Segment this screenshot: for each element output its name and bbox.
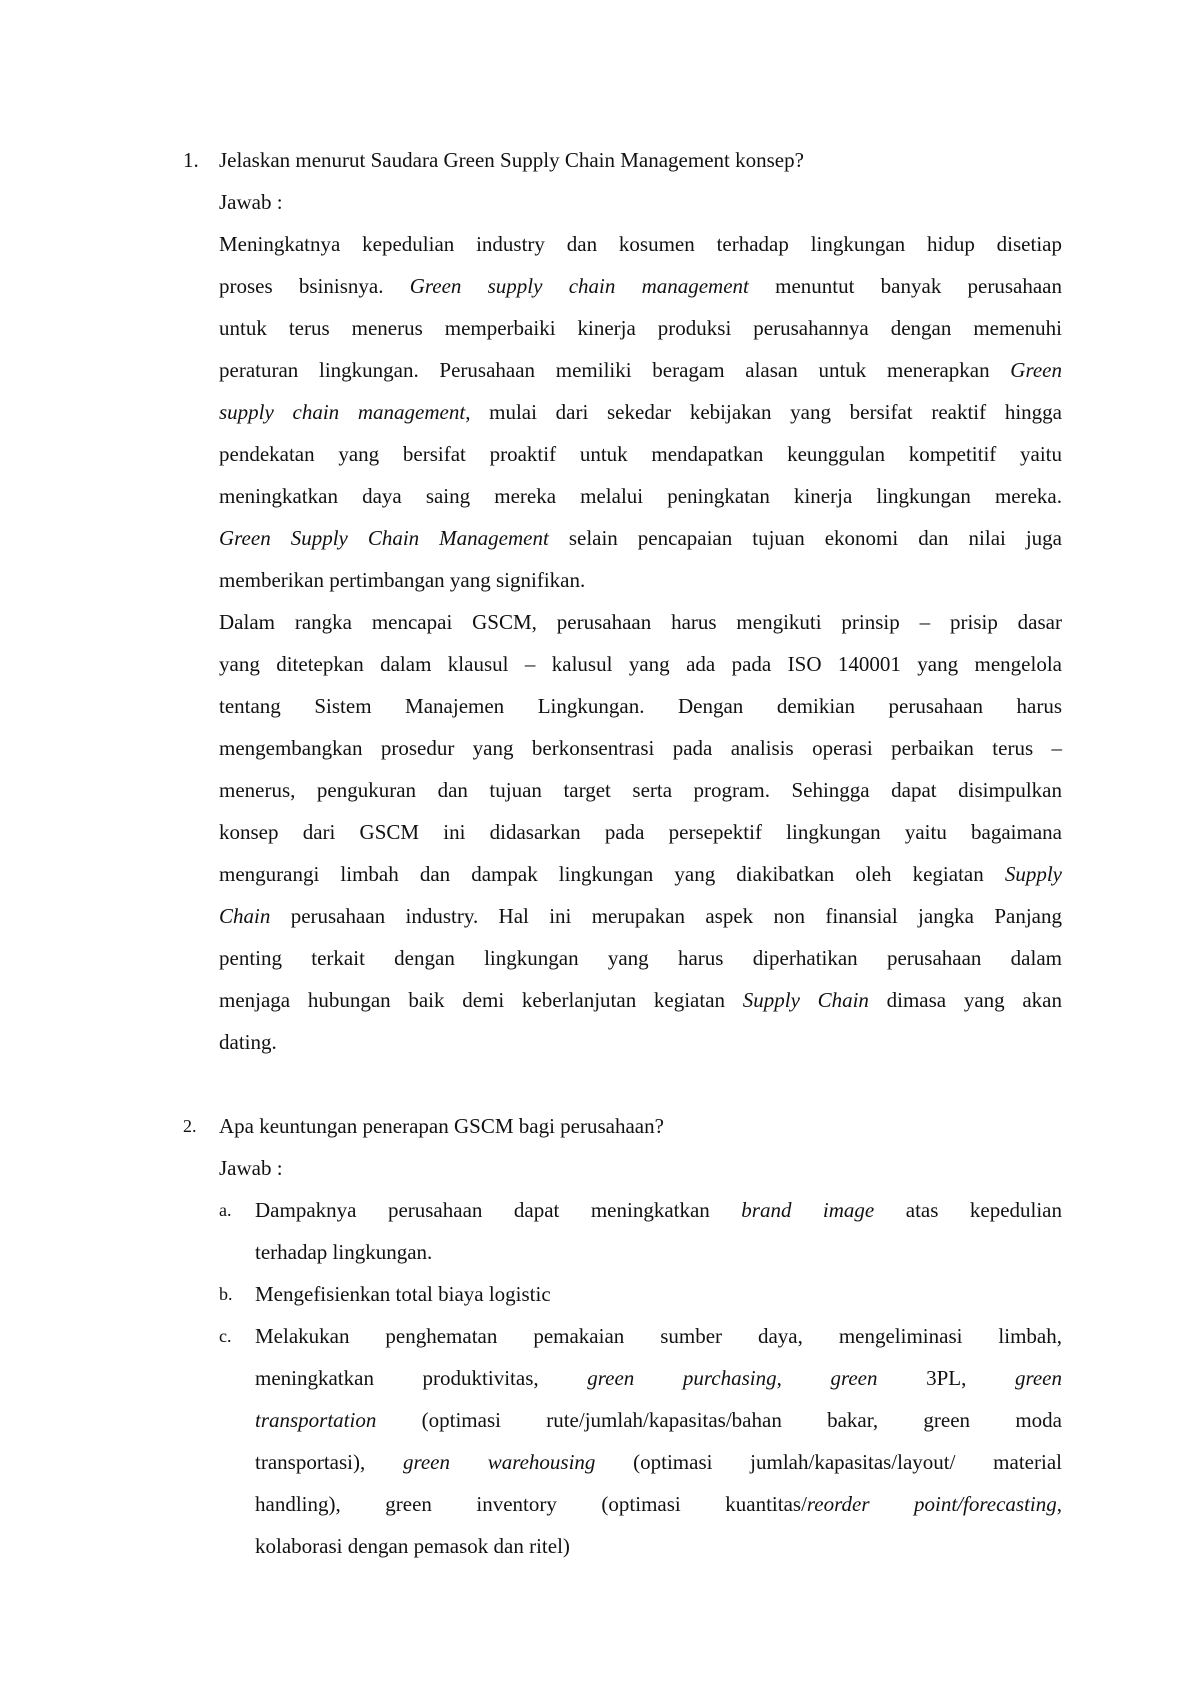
text-line: menerus, pengukuran dan tujuan target serta program. Sehingga dapat disimpulkan bbox=[219, 778, 1062, 802]
q2-answer-label: Jawab : bbox=[219, 1156, 283, 1180]
text-line: peraturan lingkungan. Perusahaan memiliki beragam alasan untuk menerapkan Green bbox=[219, 358, 1062, 382]
text-line: Meningkatnya kepedulian industry dan kosumen terhadap lingkungan hidup disetiap bbox=[219, 232, 1062, 256]
text-line: menjaga hubungan baik demi keberlanjutan kegiatan Supply Chain dimasa yang akan bbox=[219, 988, 1062, 1012]
text-line: Mengefisienkan total biaya logistic bbox=[255, 1282, 551, 1306]
text-line: meningkatkan daya saing mereka melalui peningkatan kinerja lingkungan mereka. bbox=[219, 484, 1062, 508]
text-line: Melakukan penghematan pemakaian sumber daya, mengeliminasi limbah, bbox=[255, 1324, 1062, 1348]
text-line: handling), green inventory (optimasi kuantitas/reorder point/forecasting, bbox=[255, 1492, 1062, 1516]
text-line: penting terkait dengan lingkungan yang harus diperhatikan perusahaan dalam bbox=[219, 946, 1062, 970]
text-line: mengembangkan prosedur yang berkonsentrasi pada analisis operasi perbaikan terus – bbox=[219, 736, 1062, 760]
text-line: proses bsinisnya. Green supply chain management menuntut banyak perusahaan bbox=[219, 274, 1062, 298]
text-line: kolaborasi dengan pemasok dan ritel) bbox=[255, 1534, 570, 1558]
text-line: transportation (optimasi rute/jumlah/kapasitas/bahan bakar, green moda bbox=[255, 1408, 1062, 1432]
text-line: Green Supply Chain Management selain pencapaian tujuan ekonomi dan nilai juga bbox=[219, 526, 1062, 550]
text-line: memberikan pertimbangan yang signifikan. bbox=[219, 568, 586, 592]
text-line: yang ditetepkan dalam klausul – kalusul yang ada pada ISO 140001 yang mengelola bbox=[219, 652, 1062, 676]
q1-answer-label: Jawab : bbox=[219, 190, 283, 214]
text-line: terhadap lingkungan. bbox=[255, 1240, 433, 1264]
text-line: Dampaknya perusahaan dapat meningkatkan brand image atas kepedulian bbox=[255, 1198, 1063, 1222]
text-line: transportasi), green warehousing (optimasi jumlah/kapasitas/layout/ material bbox=[255, 1450, 1062, 1474]
text-line: meningkatkan produktivitas, green purchasing, green 3PL, green bbox=[255, 1366, 1062, 1390]
text-line: tentang Sistem Manajemen Lingkungan. Dengan demikian perusahaan harus bbox=[219, 694, 1062, 718]
q1-question: Jelaskan menurut Saudara Green Supply Chain Management konsep? bbox=[219, 148, 804, 172]
q1-number: 1. bbox=[183, 148, 199, 172]
text-line: dating. bbox=[219, 1030, 277, 1054]
text-line: supply chain management, mulai dari sekedar kebijakan yang bersifat reaktif hingga bbox=[219, 400, 1062, 424]
text-line: pendekatan yang bersifat proaktif untuk mendapatkan keunggulan kompetitif yaitu bbox=[219, 442, 1062, 466]
list-marker: a. bbox=[219, 1200, 232, 1220]
list-marker: b. bbox=[219, 1284, 233, 1304]
q2-question: Apa keuntungan penerapan GSCM bagi perusahaan? bbox=[219, 1114, 664, 1138]
list-marker: c. bbox=[219, 1326, 232, 1346]
text-line: mengurangi limbah dan dampak lingkungan yang diakibatkan oleh kegiatan Supply bbox=[219, 862, 1062, 886]
text-line: Chain perusahaan industry. Hal ini merupakan aspek non finansial jangka Panjang bbox=[219, 904, 1062, 928]
text-line: Dalam rangka mencapai GSCM, perusahaan harus mengikuti prinsip – prisip dasar bbox=[219, 610, 1062, 634]
text-line: untuk terus menerus memperbaiki kinerja produksi perusahannya dengan memenuhi bbox=[219, 316, 1062, 340]
text-line: konsep dari GSCM ini didasarkan pada persepektif lingkungan yaitu bagaimana bbox=[219, 820, 1062, 844]
q2-number: 2. bbox=[183, 1116, 197, 1136]
